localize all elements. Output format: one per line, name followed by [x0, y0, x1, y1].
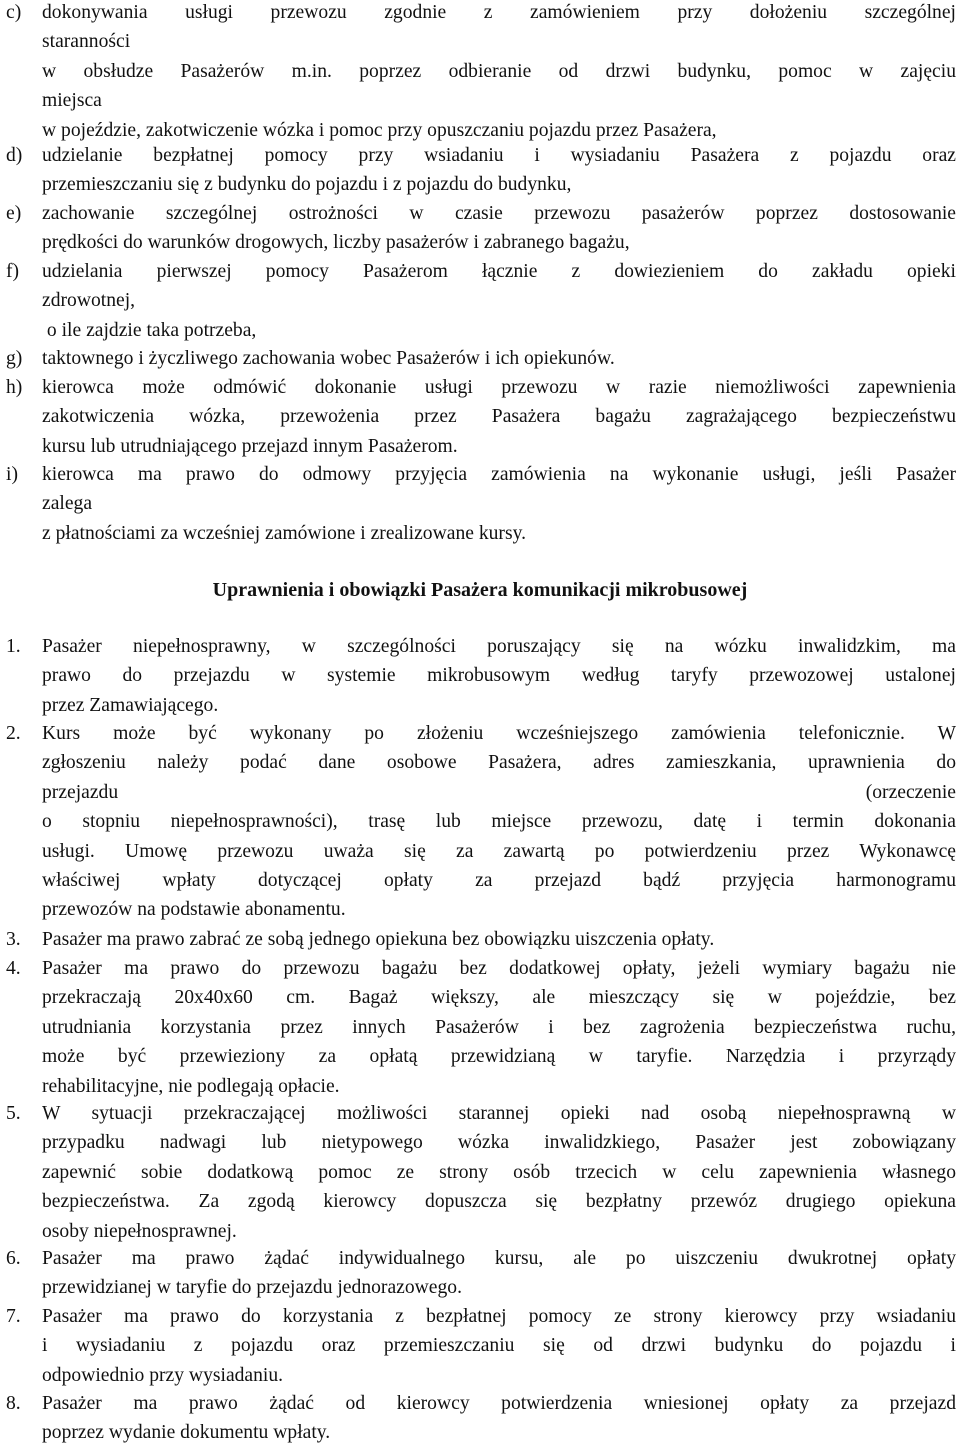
list-item-i — [6, 460, 956, 548]
text-line: taktownego i życzliwego zachowania wobec Pasażerów i ich opiekunów. — [42, 348, 615, 369]
list-item-text — [42, 719, 956, 925]
list-item-g — [6, 344, 956, 373]
text-line: dokonywania usługi przewozu zgodnie z zamówieniem przy dołożeniu szczególnej — [42, 2, 956, 23]
text-line: rehabilitacyjne, nie podlegają opłacie. — [42, 1075, 340, 1097]
numbered-item-8 — [6, 1389, 956, 1448]
text-line: przez Zamawiającego. — [42, 694, 219, 716]
list-item-text — [42, 373, 956, 461]
list-marker: 2. — [6, 723, 21, 744]
list-marker: 7. — [6, 1306, 21, 1327]
numbered-item-5 — [6, 1099, 956, 1246]
list-marker: f) — [6, 261, 20, 282]
list-item-text — [42, 199, 956, 258]
list-item-c — [6, 0, 956, 145]
text-line: o stopniu niepełnosprawności), trasę lub miejsce przewozu, datę i termin dokonania — [42, 811, 956, 833]
list-item-text — [42, 141, 956, 200]
list-marker: 5. — [6, 1103, 21, 1124]
text-line: i wysiadaniu z pojazdu oraz przemieszczaniu się od drzwi budynku do pojazdu i — [42, 1335, 956, 1357]
text-line: Pasażer niepełnosprawny, w szczególności poruszający się na wózku inwalidzkim, ma — [42, 636, 956, 657]
text-line: o ile zajdzie taka potrzeba, — [42, 319, 257, 341]
text-line: w obsłudze Pasażerów m.in. poprzez odbieranie od drzwi budynku, pomoc w zajęciu — [42, 60, 956, 82]
list-marker: 1. — [6, 636, 21, 657]
list-item-text — [42, 954, 956, 1101]
numbered-item-3 — [6, 925, 956, 954]
text-line: przejazdu (orzeczenie — [42, 781, 956, 803]
list-marker: e) — [6, 203, 22, 224]
list-item-text — [42, 1244, 956, 1303]
text-line: miejsca — [42, 90, 102, 112]
text-line: Pasażer ma prawo do korzystania z bezpłatnej pomocy ze strony kierowcy przy wsiadaniu — [42, 1306, 956, 1327]
text-line: kierowca ma prawo do odmowy przyjęcia zamówienia na wykonanie usługi, jeśli Pasażer — [42, 464, 956, 485]
list-item-e — [6, 199, 956, 258]
numbered-item-1 — [6, 632, 956, 720]
text-line: prawo do przejazdu w systemie mikrobusowym według taryfy przewozowej ustalonej — [42, 665, 956, 687]
text-line: W sytuacji przekraczającej możliwości starannej opieki nad osobą niepełnosprawną w — [42, 1103, 956, 1124]
text-line: usługi. Umowę przewozu uważa się za zawartą po potwierdzeniu przez Wykonawcę — [42, 840, 956, 862]
numbered-item-4 — [6, 954, 956, 1101]
text-line: w pojeździe, zakotwiczenie wózka i pomoc przy opuszczaniu pojazdu przez Pasażera, — [42, 119, 717, 141]
list-item-h — [6, 373, 956, 461]
text-line: zapewnić sobie dodatkową pomoc ze strony osób trzecich w celu zapewnienia własnego — [42, 1161, 956, 1183]
list-marker: h) — [6, 377, 23, 398]
list-item-text — [42, 0, 956, 145]
list-item-text — [42, 1099, 956, 1246]
list-item-f — [6, 257, 956, 345]
list-marker: c) — [6, 2, 22, 23]
list-item-text — [42, 257, 956, 345]
text-line: bezpieczeństwa. Za zgodą kierowcy dopuszcza się bezpłatny przewóz drugiego opiekuna — [42, 1191, 956, 1213]
text-line: utrudniania korzystania przez innych Pasażerów i bez zagrożenia bezpieczeństwa ruchu, — [42, 1016, 956, 1038]
list-marker: 8. — [6, 1393, 21, 1414]
text-line: zdrowotnej, — [42, 290, 136, 312]
text-line: staranności — [42, 31, 131, 53]
list-marker: 3. — [6, 929, 21, 950]
text-line: może być przewieziony za opłatą przewidzianą w taryfie. Narzędzia i przyrządy — [42, 1046, 956, 1068]
list-item-text — [42, 344, 956, 373]
list-marker: g) — [6, 348, 23, 369]
text-line: przewozów na podstawie abonamentu. — [42, 899, 346, 921]
text-line: zakotwiczenia wózka, przewożenia przez Pasażera bagażu zagrażającego bezpieczeństwu — [42, 406, 956, 428]
text-line: zalega — [42, 493, 93, 515]
text-line: przemieszczaniu się z budynku do pojazdu i z pojazdu do budynku, — [42, 174, 572, 196]
list-item-d — [6, 141, 956, 200]
list-marker: d) — [6, 145, 23, 166]
text-line: Pasażer ma prawo żądać indywidualnego kursu, ale po uiszczeniu dwukrotnej opłaty — [42, 1248, 956, 1269]
list-item-text — [42, 1389, 956, 1448]
text-line: Kurs może być wykonany po złożeniu wcześniejszego zamówienia telefonicznie. W — [42, 723, 956, 744]
text-line: z płatnościami za wcześniej zamówione i zrealizowane kursy. — [42, 522, 527, 544]
text-line: prędkości do warunków drogowych, liczby pasażerów i zabranego bagażu, — [42, 232, 630, 254]
text-line: udzielania pierwszej pomocy Pasażerom łącznie z dowiezieniem do zakładu opieki — [42, 261, 956, 282]
numbered-item-6 — [6, 1244, 956, 1303]
text-line: Pasażer ma prawo do przewozu bagażu bez dodatkowej opłaty, jeżeli wymiary bagażu nie — [42, 958, 956, 979]
text-line: zachowanie szczególnej ostrożności w czasie przewozu pasażerów poprzez dostosowanie — [42, 203, 956, 224]
list-item-text — [42, 1302, 956, 1390]
section-heading: Uprawnienia i obowiązki Pasażera komunikacji mikrobusowej — [212, 579, 748, 601]
text-line: Pasażer ma prawo zabrać ze sobą jednego opiekuna bez obowiązku uiszczenia opłaty. — [42, 929, 715, 950]
text-line: osoby niepełnosprawnej. — [42, 1220, 237, 1242]
text-line: poprzez wydanie dokumentu wpłaty. — [42, 1422, 331, 1444]
text-line: przewidzianej w taryfie do przejazdu jednorazowego. — [42, 1277, 462, 1299]
text-line: przypadku nadwagi lub nietypowego wózka inwalidzkiego, Pasażer jest zobowiązany — [42, 1132, 956, 1154]
text-line: zgłoszeniu należy podać dane osobowe Pasażera, adres zamieszkania, uprawnienia do — [42, 752, 956, 774]
list-item-text — [42, 632, 956, 720]
text-line: udzielanie bezpłatnej pomocy przy wsiadaniu i wysiadaniu Pasażera z pojazdu oraz — [42, 145, 956, 166]
text-line: przekraczają 20x40x60 cm. Bagaż większy, ale mieszczący się w pojeździe, bez — [42, 987, 956, 1009]
list-item-text — [42, 925, 956, 954]
list-marker: 6. — [6, 1248, 21, 1269]
list-marker: 4. — [6, 958, 21, 979]
text-line: właściwej wpłaty dotyczącej opłaty za przejazd bądź przyjęcia harmonogramu — [42, 870, 956, 892]
text-line: kursu lub utrudniającego przejazd innym Pasażerom. — [42, 435, 458, 457]
text-line: Pasażer ma prawo żądać od kierowcy potwierdzenia wniesionej opłaty za przejazd — [42, 1393, 956, 1414]
text-line: kierowca może odmówić dokonanie usługi przewozu w razie niemożliwości zapewnienia — [42, 377, 956, 398]
text-line: odpowiednio przy wysiadaniu. — [42, 1364, 284, 1386]
list-item-text — [42, 460, 956, 548]
numbered-item-2 — [6, 719, 956, 925]
numbered-item-7 — [6, 1302, 956, 1390]
list-marker: i) — [6, 464, 18, 485]
